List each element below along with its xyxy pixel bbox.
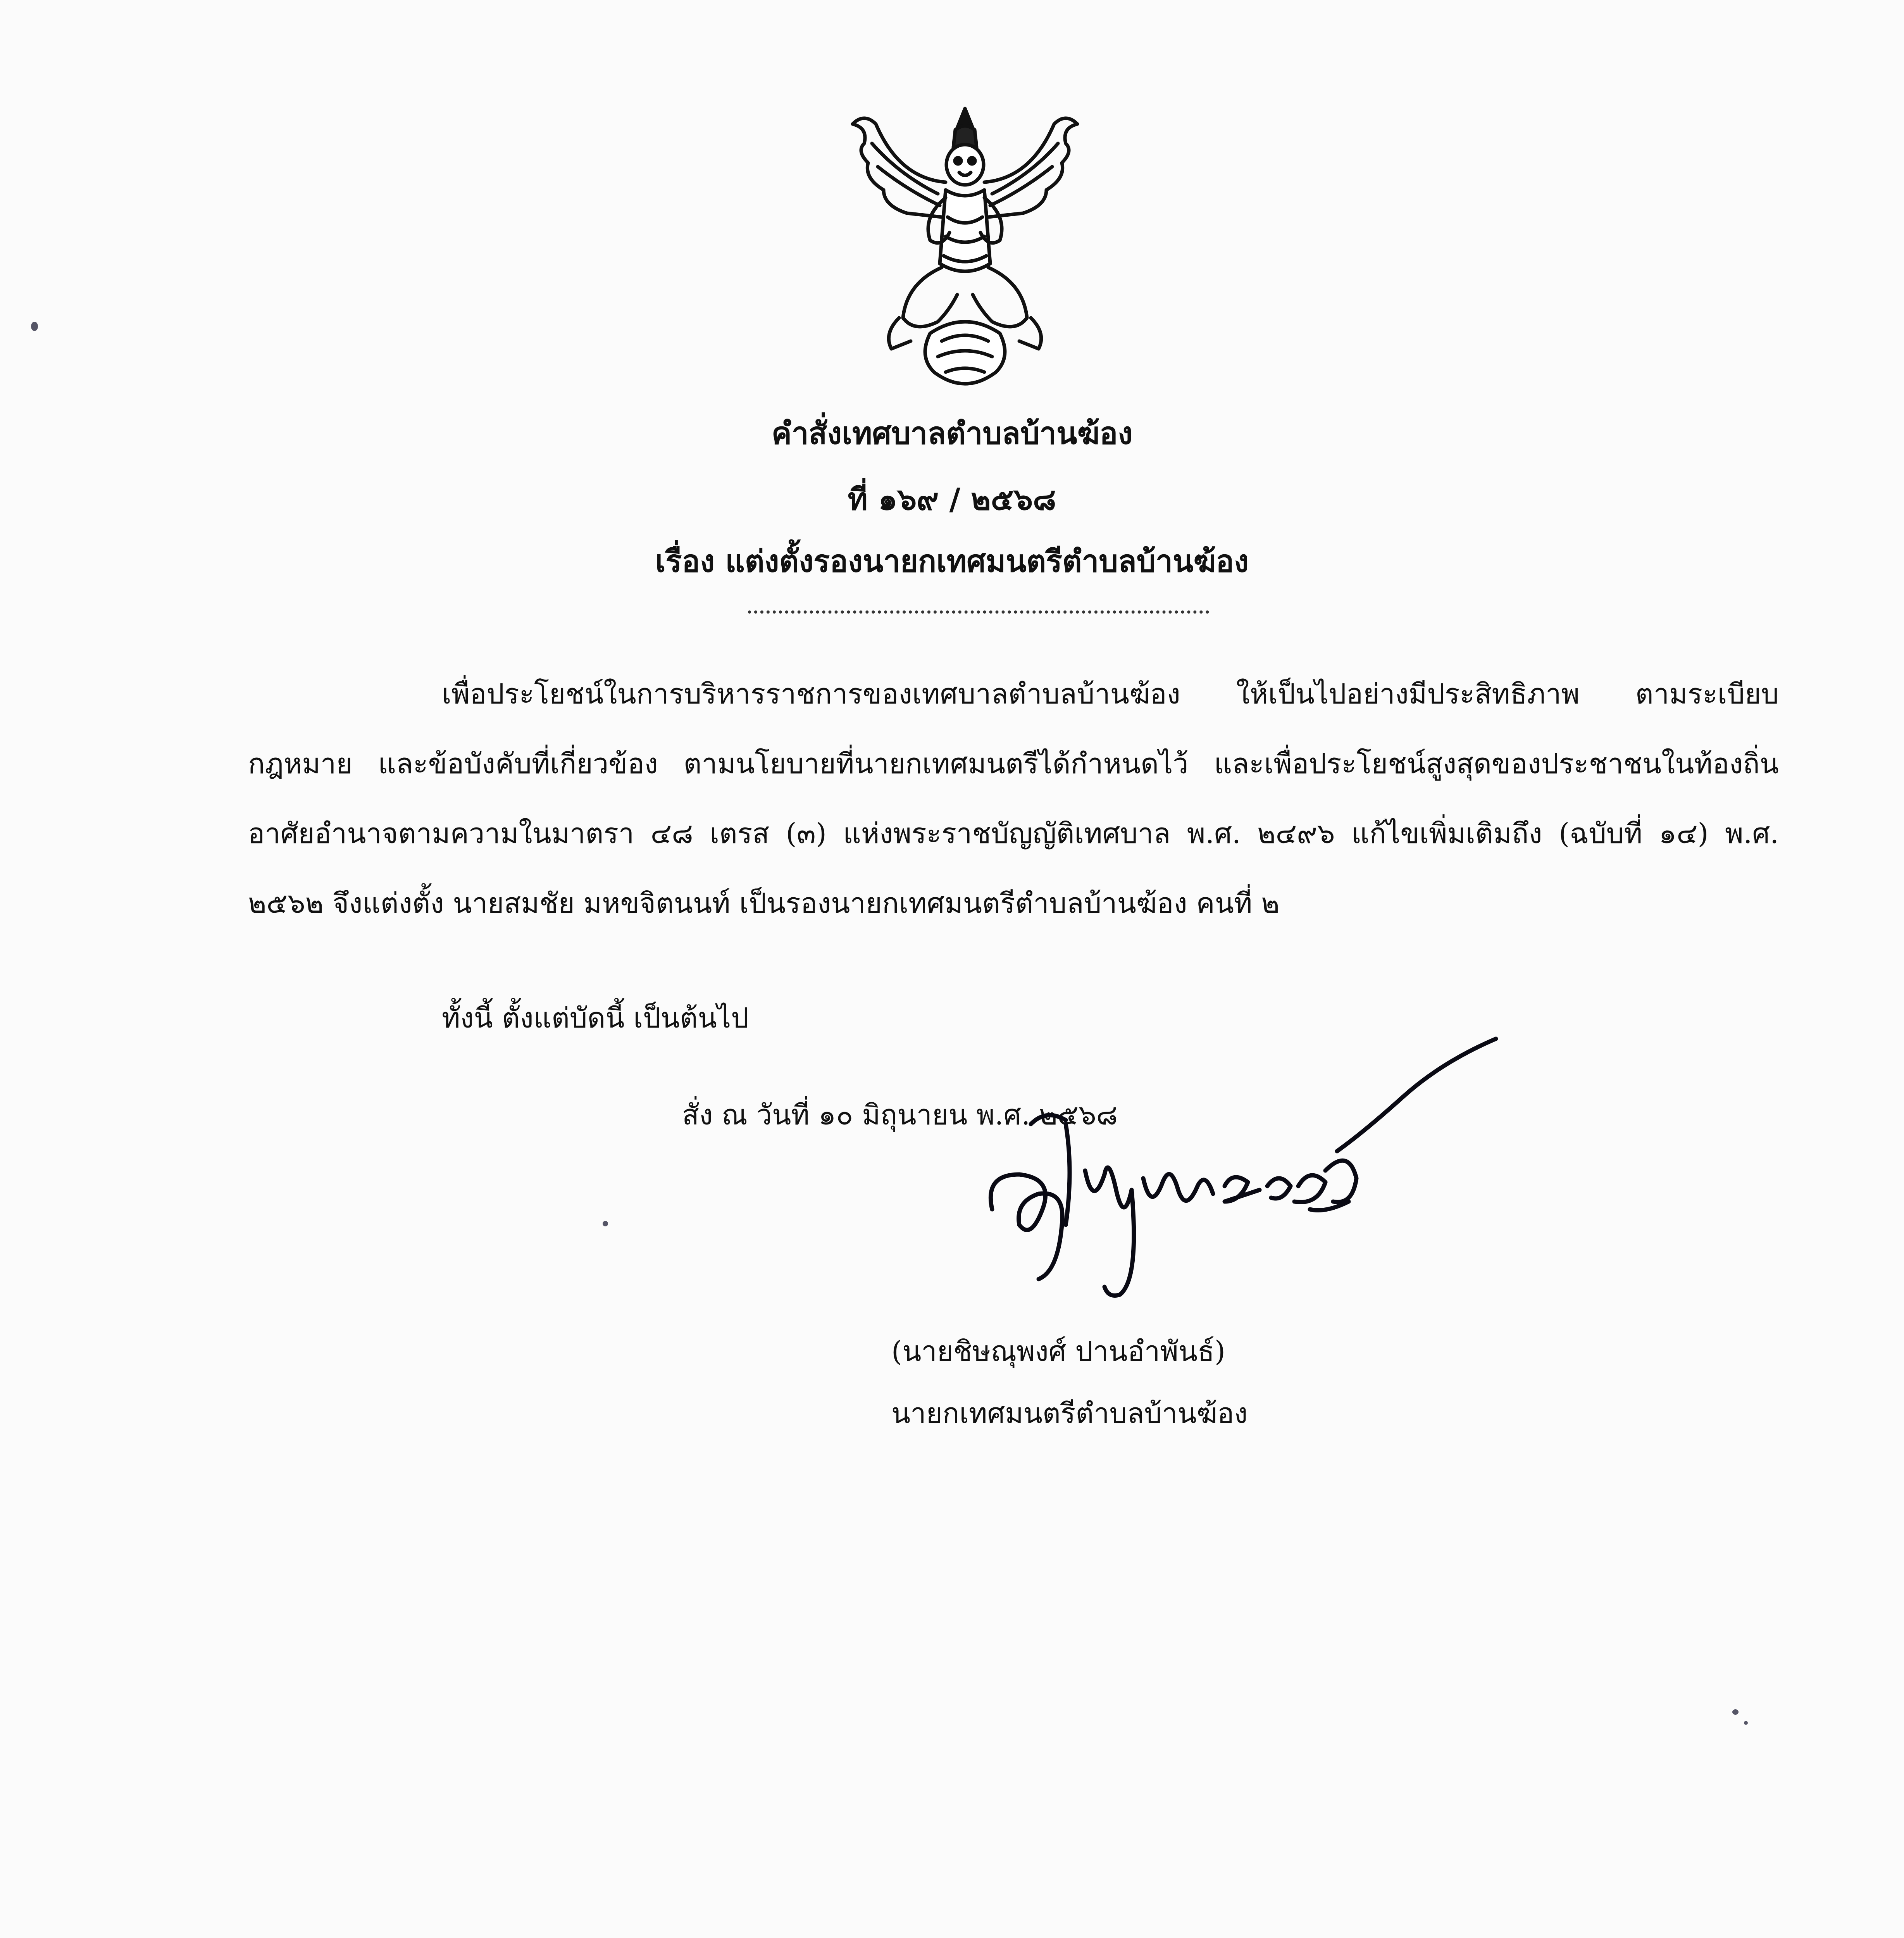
signer-title: นายกเทศมนตรีตำบลบ้านฆ้อง [891, 1397, 1248, 1429]
scan-speck [1744, 1721, 1748, 1725]
scan-speck [1732, 1709, 1739, 1715]
order-number: ที่ ๑๖๙ / ๒๕๖๘ [848, 482, 1056, 517]
order-date: สั่ง ณ วันที่ ๑๐ มิถุนายน พ.ศ. ๒๕๖๘ [682, 1098, 1118, 1131]
order-title: คำสั่งเทศบาลตำบลบ้านฆ้อง [771, 416, 1133, 451]
handwritten-signature [977, 1008, 1500, 1318]
order-body-paragraph: เพื่อประโยชน์ในการบริหารราชการของเทศบาลตำบลบ้านฆ้อง ให้เป็นไปอย่างมีประสิทธิภาพ ตามระเบียบ กฎหมาย และข้อบังคับที่เกี่ยวข้อง ตามนโยบายที่นายกเทศมนตรีได้กำหนดไว้ และเพื่อประโยชน์สูงสุดของประชาชนในท้องถิ่น อาศัยอำนาจตามความในมาตรา ๔๘ เตรส (๓) แห่งพระราชบัญญัติเทศบาล พ.ศ. ๒๔๙๖ แก้ไขเพิ่มเติมถึง (ฉบับที่ ๑๔) พ.ศ. ๒๕๖๒ จึงแต่งตั้ง นายสมชัย มหขจิตนนท์ เป็นรองนายกเทศมนตรีตำบลบ้านฆ้อง คนที่ ๒ [248, 678, 1779, 919]
effective-statement: ทั้งนี้ ตั้งแต่บัดนี้ เป็นต้นไป [442, 1002, 749, 1034]
scan-speck [31, 322, 38, 331]
signer-name: (นายชิษณุพงศ์ ปานอำพันธ์) [891, 1335, 1225, 1367]
header-divider [748, 610, 1209, 614]
garuda-emblem-icon [841, 101, 1089, 403]
scan-speck [603, 1221, 608, 1226]
order-subject: เรื่อง แต่งตั้งรองนายกเทศมนตรีตำบลบ้านฆ้อง [655, 544, 1249, 579]
